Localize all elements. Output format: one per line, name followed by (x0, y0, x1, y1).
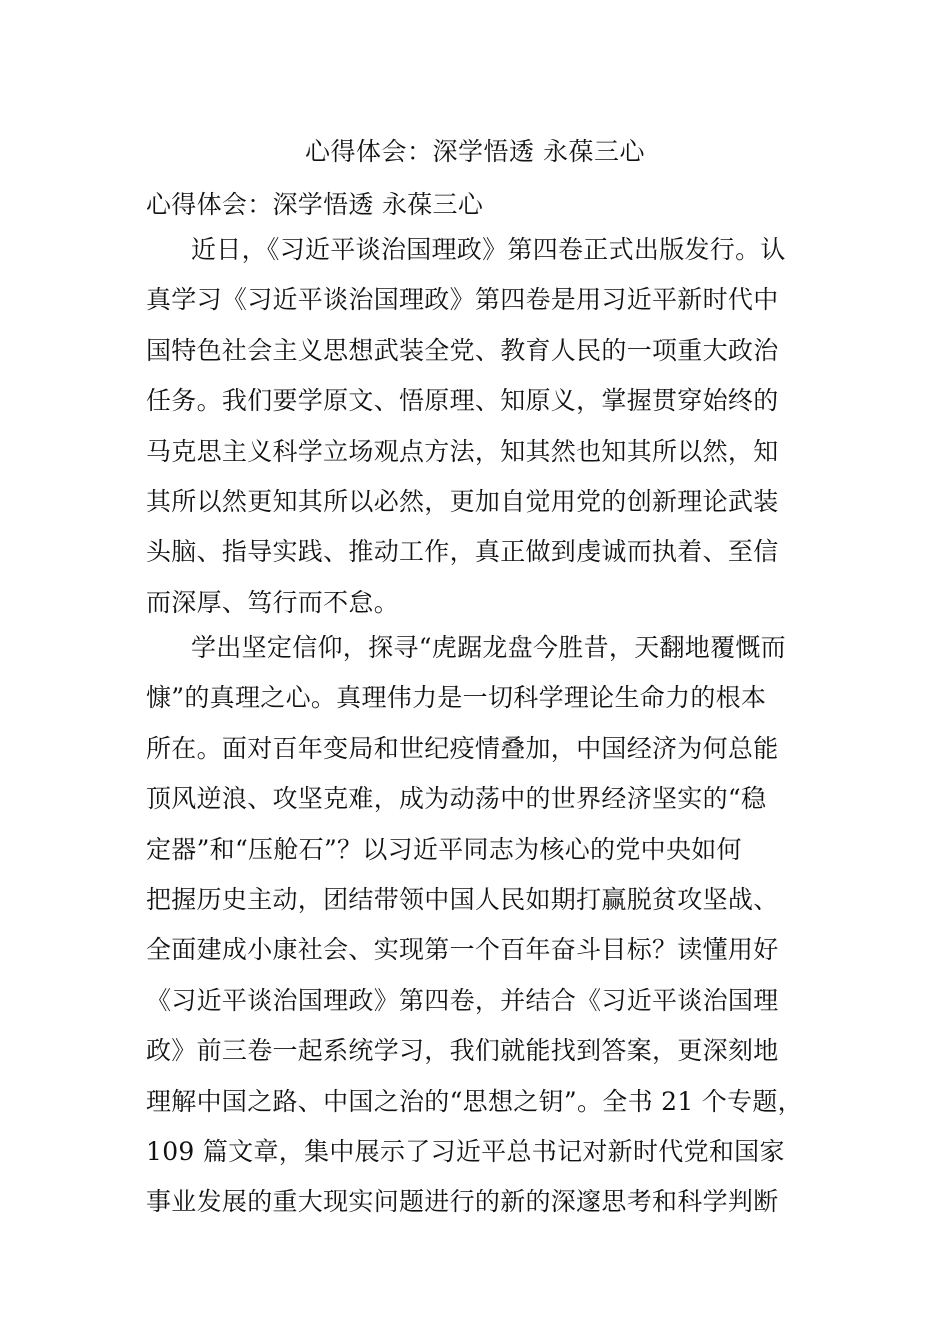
document-subtitle-block (146, 180, 836, 230)
paragraph-line: 定器”和“压舱石”？以习近平同志为核心的党中央如何 (146, 834, 742, 864)
paragraph-line: 109 篇文章，集中展示了习近平总书记对新时代党和国家 (146, 1136, 785, 1166)
paragraph-line: 《习近平谈治国理政》第四卷，并结合《习近平谈治国理 (146, 985, 779, 1015)
paragraph-line: 学出坚定信仰，探寻“虎踞龙盘今胜昔，天翻地覆慨而 (191, 633, 786, 662)
paragraph-line: 顶风逆浪、攻坚克难，成为动荡中的世界经济坚实的“稳 (146, 784, 767, 814)
paragraph-line: 马克思主义科学立场观点方法，知其然也知其所以然，知 (146, 436, 779, 466)
paragraph-line: 把握历史主动，团结带领中国人民如期打赢脱贫攻坚战、 (146, 884, 779, 914)
document-title: 心得体会：深学悟透 永葆三心 (305, 137, 645, 166)
paragraph-line: 而深厚、笃行而不怠。 (146, 587, 400, 617)
paragraph-line: 所在。面对百年变局和世纪疫情叠加，中国经济为何总能 (146, 733, 779, 763)
paragraph-line: 任务。我们要学原文、悟原理、知原义，掌握贯穿始终的 (146, 386, 779, 416)
paragraph-line: 国特色社会主义思想武装全党、教育人民的一项重大政治 (146, 335, 779, 365)
paragraph-line: 其所以然更知其所以必然，更加自觉用党的创新理论武装 (146, 486, 779, 516)
paragraph-line: 真学习《习近平谈治国理政》第四卷是用习近平新时代中 (146, 285, 779, 315)
paragraph-2 (146, 623, 836, 1228)
paragraph-line: 理解中国之路、中国之治的“思想之钥”。全书 21 个专题， (146, 1086, 803, 1116)
paragraph-line: 头脑、指导实践、推动工作，真正做到虔诚而执着、至信 (146, 537, 779, 567)
paragraph-line: 政》前三卷一起系统学习，我们就能找到答案，更深刻地 (146, 1036, 779, 1066)
document-subtitle: 心得体会：深学悟透 永葆三心 (146, 190, 484, 219)
paragraph-line: 事业发展的重大现实问题进行的新的深邃思考和科学判断 (146, 1187, 779, 1217)
paragraph-line: 近日，《习近平谈治国理政》第四卷正式出版发行。认 (191, 235, 786, 264)
paragraph-1 (146, 225, 836, 628)
paragraph-line: 慷”的真理之心。真理伟力是一切科学理论生命力的根本 (146, 683, 767, 713)
paragraph-line: 全面建成小康社会、实现第一个百年奋斗目标？读懂用好 (146, 935, 779, 965)
